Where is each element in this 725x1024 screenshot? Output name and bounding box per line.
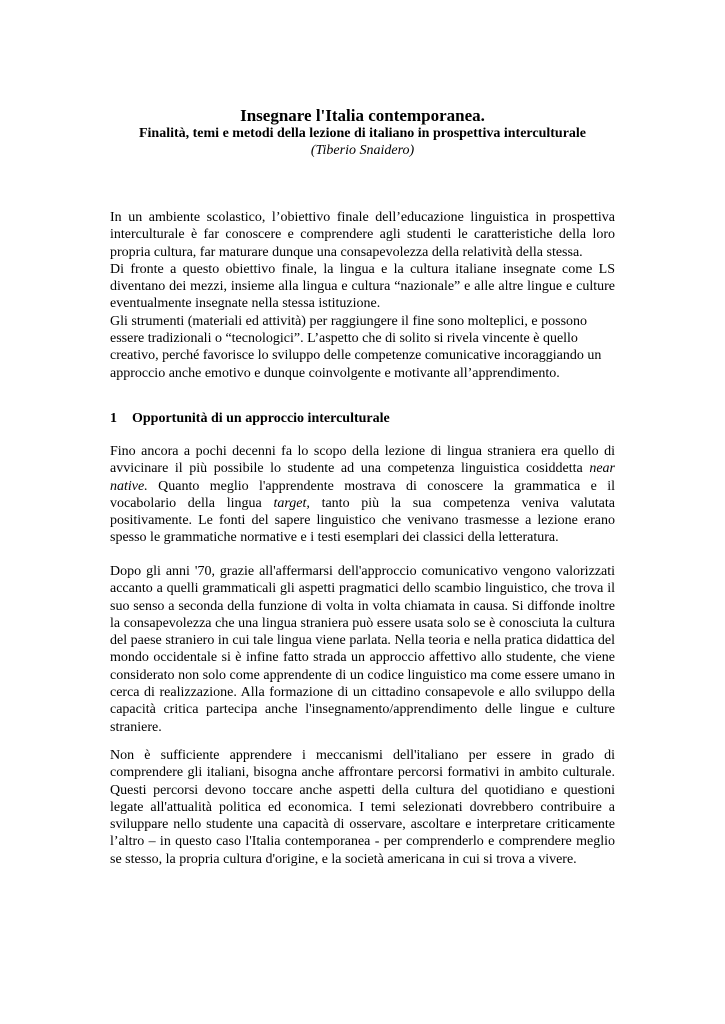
section-title: Opportunità di un approccio interculturale — [132, 411, 390, 426]
document-title: Insegnare l'Italia contemporanea. — [240, 106, 485, 125]
intro-paragraph-1: In un ambiente scolastico, l’obiettivo finale dell’educazione linguistica in prospettiva interculturale è far conoscere e comprendere agli studenti le caratteristiche della loro propria cultura, far maturare dunque una consapevolezza della relatività della stessa. — [110, 210, 615, 260]
para1-text-b: Quanto meglio l'apprendente mostrava di conoscere la grammatica e il vocabolario della lingua — [110, 478, 615, 511]
para1-italic-near-native: near native. — [110, 461, 615, 494]
section-paragraph-2: Dopo gli anni '70, grazie all'affermarsi dell'approccio comunicativo vengono valorizzati accanto a quelli grammaticali gli aspetti pragmatici dello scambio linguistico, che trova il suo senso a seconda della funzione di volta in volta chiamata in causa. Si diffonde inoltre la consapevolezza che una lingua straniera può essere usata solo se è conosciuta la cultura del paese straniero in cui tale lingua viene parlata. Nella teoria e nella pratica didattica del mondo occidentale si è infine fatto strada un approccio affettivo allo studente, che viene considerato non solo come apprendente di un codice linguistico ma come essere umano in cerca di realizzazione. Alla formazione di un cittadino consapevole e allo sviluppo della capacità critica partecipa anche l'insegnamento/apprendimento delle lingue e culture straniere. — [110, 564, 615, 735]
intro-block — [110, 209, 615, 382]
section-heading — [110, 411, 390, 427]
document-author: (Tiberio Snaidero) — [310, 143, 415, 158]
para1-text-c: tanto più la sua competenza veniva valutata positivamente. Le fonti del sapere linguistico che venivano trasmesse a lezione erano spesso le grammatiche normative e i testi esemplari dei classici della letteratura. — [110, 495, 615, 546]
intro-paragraph-3: Gli strumenti (materiali ed attività) per raggiungere il fine sono molteplici, e possono essere tradizionali o “tecnologici”. L’aspetto che di solito si rivela vincente è quello creativo, perché favorisce lo sviluppo delle competenze comunicative incoraggiando un approccio anche emotivo e dunque coinvolgente e motivante all’apprendimento. — [110, 313, 602, 381]
section-paragraph-3: Non è sufficiente apprendere i meccanismi dell'italiano per essere in grado di comprendere gli italiani, bisogna anche affrontare percorsi formativi in ambito culturale. Questi percorsi devono toccare anche aspetti della cultura del quotidiano e questioni legate all'attualità politica ed economica. I temi selezionati dovrebbero contribuire a sviluppare nello studente una capacità di osservare, ascoltare e interpretare criticamente l’altro – in questo caso l'Italia contemporanea - per comprenderlo e comprendere meglio se stesso, la propria cultura d'origine, e la società americana in cui si trova a vivere. — [110, 748, 615, 867]
para1-italic-target: target, — [273, 495, 310, 511]
section-number: 1 — [110, 411, 117, 426]
document-subtitle: Finalità, temi e metodi della lezione di italiano in prospettiva interculturale — [138, 126, 587, 141]
section-paragraph-1 — [110, 443, 615, 547]
para1-text-a: Fino ancora a pochi decenni fa lo scopo della lezione di lingua straniera era quello di avvicinare il più possibile lo studente ad una competenza linguistica cosiddetta — [110, 444, 615, 477]
intro-paragraph-2: Di fronte a questo obiettivo finale, la lingua e la cultura italiane insegnate come LS diventano dei mezzi, insieme alla lingua e cultura “nazionale” e alle altre lingue e culture eventualmente insegnate nella stessa istituzione. — [110, 261, 615, 312]
